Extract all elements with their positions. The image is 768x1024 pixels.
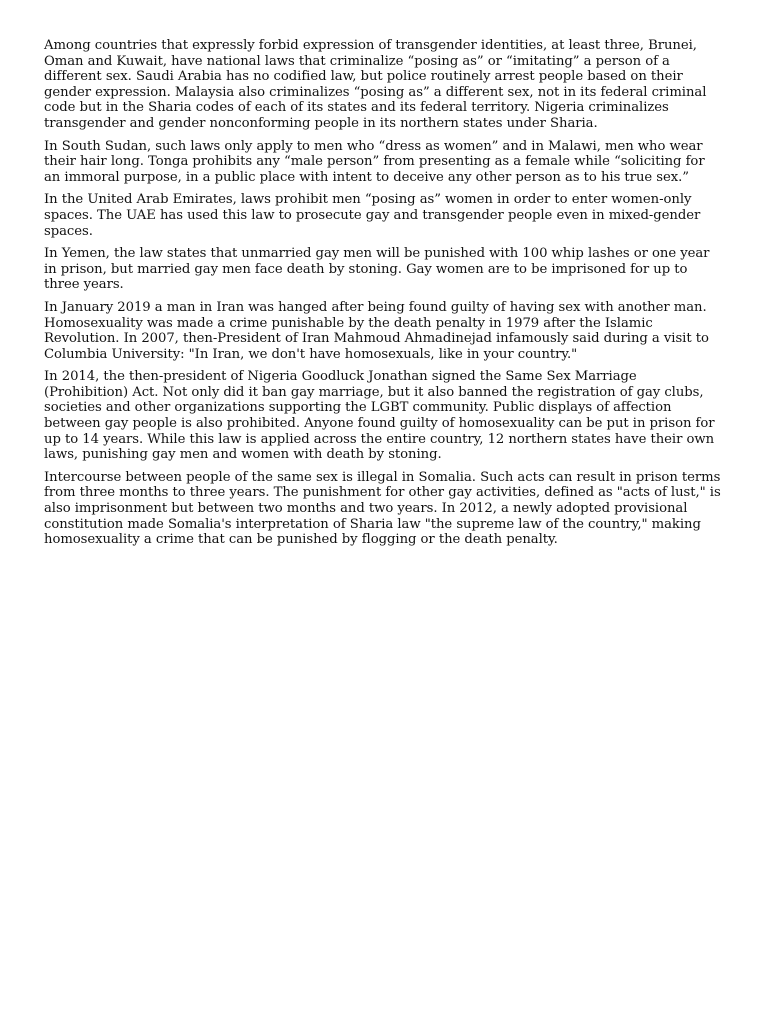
paragraph-uae: In the United Arab Emirates, laws prohibit men “posing as” women in order to enter women-only spaces. The UAE has used this law to prosecute gay and transgender people even in mixed-gender spaces.: [44, 192, 701, 239]
paragraph-transgender-laws: Among countries that expressly forbid expression of transgender identities, at least three, Brunei, Oman and Kuwait, have national laws that criminalize “posing as” or “imitating” a person of a different sex. Saudi Arabia has no codified law, but police routinely arrest people based on their gender expression. Malaysia also criminalizes “posing as” a different sex, not in its federal criminal code but in the Sharia codes of each of its states and its federal territory. Nigeria criminalizes transgender and gender nonconforming people in its northern states under Sharia.: [44, 38, 707, 131]
paragraph-somalia: Intercourse between people of the same sex is illegal in Somalia. Such acts can result in prison terms from three months to three years. The punishment for other gay activities, defined as "acts of lust," is also imprisonment but between two months and two years. In 2012, a newly adopted provisional constitution made Somalia's interpretation of Sharia law "the supreme law of the country," making homosexuality a crime that can be punished by flogging or the death penalty.: [44, 469, 721, 548]
paragraph-yemen: In Yemen, the law states that unmarried gay men will be punished with 100 whip lashes or one year in prison, but married gay men face death by stoning. Gay women are to be imprisoned for up to three years.: [44, 246, 710, 293]
paragraph-south-sudan-malawi-tonga: In South Sudan, such laws only apply to men who “dress as women” and in Malawi, men who wear their hair long. Tonga prohibits any “male person” from presenting as a female while “soliciting for an immoral purpose, in a public place with intent to deceive any other person as to his true sex.”: [44, 138, 705, 185]
paragraph-iran: In January 2019 a man in Iran was hanged after being found guilty of having sex with another man. Homosexuality was made a crime punishable by the death penalty in 1979 after the Islamic Revolution. In 2007, then-President of Iran Mahmoud Ahmadinejad infamously said during a visit to Columbia University: "In Iran, we don't have homosexuals, like in your country.": [44, 299, 709, 362]
document-body: [44, 38, 724, 555]
paragraph-nigeria: In 2014, the then-president of Nigeria Goodluck Jonathan signed the Same Sex Marriage (Prohibition) Act. Not only did it ban gay marriage, but it also banned the registration of gay clubs, societies and other organizations supporting the LGBT community. Public displays of affection between gay people is also prohibited. Anyone found guilty of homosexuality can be put in prison for up to 14 years. While this law is applied across the entire country, 12 northern states have their own laws, punishing gay men and women with death by stoning.: [44, 369, 715, 463]
